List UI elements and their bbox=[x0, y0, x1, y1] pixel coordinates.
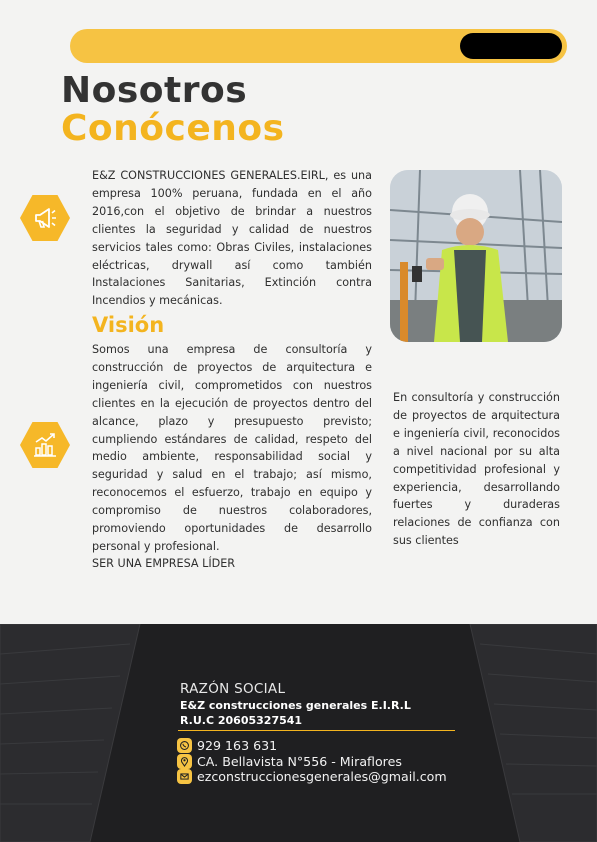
whatsapp-icon bbox=[177, 738, 192, 753]
location-pin-icon bbox=[177, 754, 192, 769]
contact-email[interactable] bbox=[177, 769, 447, 784]
address-text: CA. Bellavista N°556 - Miraflores bbox=[197, 754, 402, 769]
top-decorative-bar bbox=[70, 29, 567, 63]
company-ruc: R.U.C 20605327541 bbox=[180, 714, 303, 727]
footer-label: RAZÓN SOCIAL bbox=[180, 681, 286, 697]
footer-divider bbox=[178, 730, 455, 731]
about-paragraph: E&Z CONSTRUCCIONES GENERALES.EIRL, es una empresa 100% peruana, fundada en el año 2016,con el objetivo de brindar a nuestros clientes la seguridad y calidad de nuestros servicios tales como: Obras Civiles, instalaciones eléctricas, drywall así como también Instalaciones Sanitarias, Extinción contra Incendios y mecánicas. bbox=[92, 169, 372, 308]
vision-heading: Visión bbox=[92, 313, 165, 337]
email-icon bbox=[177, 769, 192, 784]
contact-phone[interactable] bbox=[177, 738, 277, 753]
megaphone-icon bbox=[20, 193, 70, 243]
phone-text: 929 163 631 bbox=[197, 738, 278, 753]
page-title-line1: Nosotros bbox=[61, 70, 248, 111]
contact-address[interactable] bbox=[177, 754, 402, 769]
growth-chart-icon bbox=[20, 420, 70, 470]
worker-photo bbox=[390, 170, 562, 342]
page-title-line2: Conócenos bbox=[61, 108, 285, 149]
top-black-pill bbox=[460, 33, 562, 59]
email-text: ezconstruccionesgenerales@gmail.com bbox=[197, 769, 447, 784]
vision-paragraph: Somos una empresa de consultoría y construcción de proyectos de arquitectura e ingeniería civil, comprometidos con nuestros clientes en la ejecución de proyectos dentro del alcance, plazo y presupuesto previsto; cumpliendo estándares de calidad, respeto del medio ambiente, responsabilidad social y seguridad y salud en el trabajo; así mismo, reconocemos el esfuerzo, trabajo en equipo y compromiso de nuestros colaboradores, promoviendo oportunidades de desarrollo personal y profesional. bbox=[92, 343, 372, 553]
vision-tagline: SER UNA EMPRESA LÍDER bbox=[92, 557, 236, 570]
mission-paragraph: En consultoría y construcción de proyectos de arquitectura e ingeniería civil, reconocidos a nivel nacional por su alta competitividad profesional y experiencia, desarrollando fuertes y duraderas relaciones de confianza con sus clientes bbox=[393, 391, 560, 548]
footer-building-background bbox=[0, 624, 597, 842]
company-name: E&Z construcciones generales E.I.R.L bbox=[180, 699, 411, 712]
footer bbox=[0, 624, 597, 842]
